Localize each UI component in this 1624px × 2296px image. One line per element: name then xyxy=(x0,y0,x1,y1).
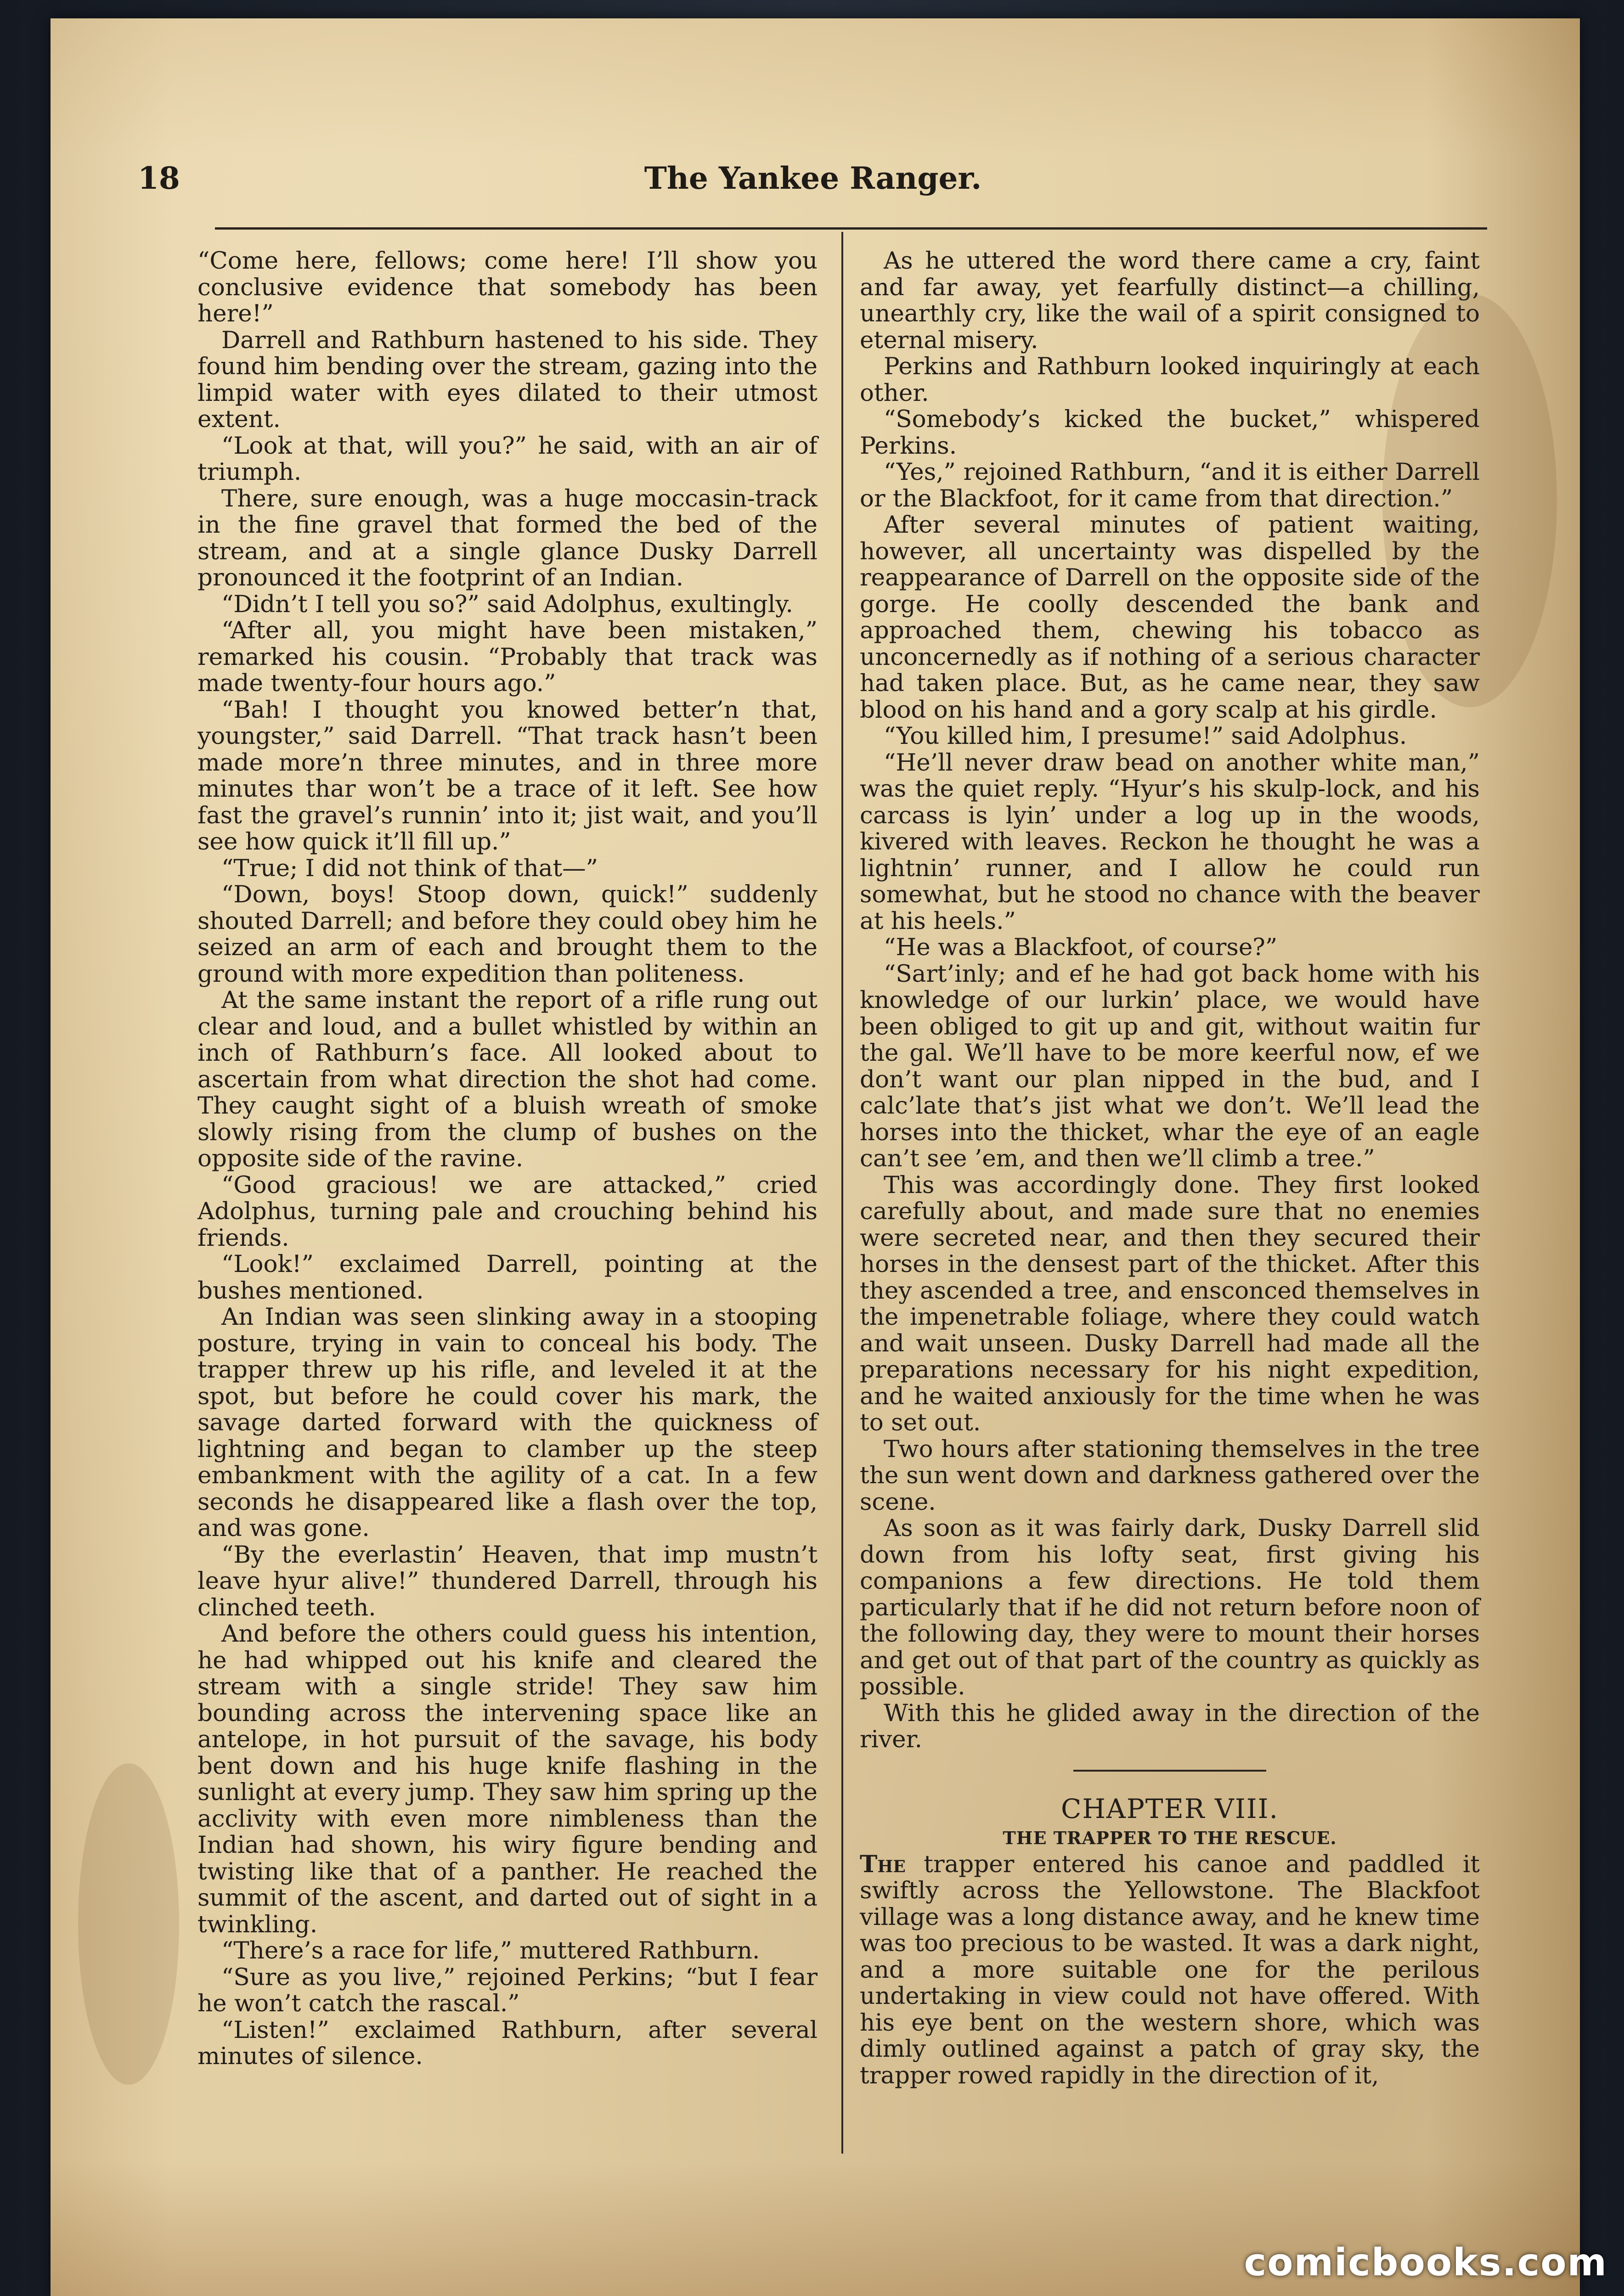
paragraph: “Didn’t I tell you so?” said Adolphus, exultingly. xyxy=(221,590,793,618)
paragraph: This was accordingly done. They first looked carefully about, and made sure that no enemies were secreted near, and then they secured their horses in the densest part of the thicket. After this they ascended a tree, and ensconced themselves in the impenetrable foliage, where they could watch and wait unseen. Dusky Darrell had made all the preparations necessary for his night expedition, and he waited anxiously for the time when he was to set out. xyxy=(860,1171,1480,1436)
column-divider xyxy=(841,232,843,2154)
chapter-opening-text: trapper entered his canoe and paddled it swiftly across the Yellowstone. The Blackfoot village was a long distance away, and he knew time was too precious to be wasted. It was a dark night, and a more suitable one for the perilous undertaking in view could not have offered. With his eye bent on the western shore, which was dimly outlined against a patch of gray sky, the trapper rowed rapidly in the direction of it, xyxy=(860,1850,1480,2089)
paragraph: “Sart’inly; and ef he had got back home with his knowledge of our lurkin’ place, we would have been obliged to git up and git, without waitin fur the gal. We’ll have to be more keerful now, ef we don’t want our plan nipped in the bud, and I calc’late that’s jist what we don’t. We’ll lead the horses into the thicket, whar the eye of an eagle can’t see ’em, and then we’ll climb a tree.” xyxy=(860,960,1480,1172)
right-column-paragraphs xyxy=(860,248,1480,1753)
paragraph: “There’s a race for life,” muttered Rathburn. xyxy=(221,1937,760,1964)
paragraph: “By the everlastin’ Heaven, that imp mustn’t leave hyur alive!” thundered Darrell, through his clinched teeth. xyxy=(197,1541,818,1621)
paragraph: As soon as it was fairly dark, Dusky Darrell slid down from his lofty seat, first giving his companions a few directions. He told them particularly that if he did not return before noon of the following day, they were to mount their horses and get out of that part of the country as quickly as possible. xyxy=(860,1514,1480,1700)
chapter-title: CHAPTER VIII. xyxy=(1060,1793,1279,1824)
running-head-title: The Yankee Ranger. xyxy=(644,160,982,196)
paragraph: And before the others could guess his intention, he had whipped out his knife and cleared the stream with a single stride! They saw him bounding across the intervening space like an antelope, in hot pursuit of the savage, his body bent down and his huge knife flashing in the sunlight at every jump. They saw him spring up the acclivity with even more nimbleness than the Indian had shown, his wiry figure bending and twisting like that of a panther. He reached the summit of the ascent, and darted out of sight in a twinkling. xyxy=(197,1620,818,1938)
paragraph: Two hours after stationing themselves in the tree the sun went down and darkness gathered over the scene. xyxy=(860,1435,1480,1516)
paragraph: “Look!” exclaimed Darrell, pointing at the bushes mentioned. xyxy=(197,1250,818,1305)
chapter-rule xyxy=(1073,1770,1266,1772)
header-rule xyxy=(215,227,1487,230)
paragraph: After several minutes of patient waiting, however, all uncertainty was dispelled by the reappearance of Darrell on the opposite side of the gorge. He coolly descended the bank and approached them, chewing his tobacco as unconcernedly as if nothing of a serious character had taken place. But, as he came near, they saw blood on his hand and a gory scalp at his girdle. xyxy=(860,511,1480,724)
paragraph: “Good gracious! we are attacked,” cried Adolphus, turning pale and crouching behind his friends. xyxy=(197,1171,818,1252)
left-column xyxy=(197,248,818,2070)
paragraph: There, sure enough, was a huge moccasin-track in the fine gravel that formed the bed of the stream, and at a single glance Dusky Darrell pronounced it the footprint of an Indian. xyxy=(197,484,818,591)
paragraph: “You killed him, I presume!” said Adolphus. xyxy=(884,722,1407,750)
age-stain xyxy=(78,1763,179,2085)
paragraph: “He was a Blackfoot, of course?” xyxy=(884,934,1278,961)
page-number: 18 xyxy=(138,160,180,196)
paragraph: “Down, boys! Stoop down, quick!” suddenly shouted Darrell; and before they could obey him he seized an arm of each and brought them to the ground with more expedition than politeness. xyxy=(197,881,818,988)
paragraph: “Somebody’s kicked the bucket,” whispered Perkins. xyxy=(860,405,1480,460)
chapter-subtitle: THE TRAPPER TO THE RESCUE. xyxy=(1003,1827,1337,1848)
watermark-text: comicbooks.com xyxy=(1244,2241,1607,2285)
paragraph: “Yes,” rejoined Rathburn, “and it is either Darrell or the Blackfoot, for it came from that direction.” xyxy=(860,458,1480,512)
paragraph: With this he glided away in the direction of the river. xyxy=(860,1699,1480,1753)
chapter-lead-word: The xyxy=(860,1850,906,1878)
paragraph: “After all, you might have been mistaken,” remarked his cousin. “Probably that track was made twenty-four hours ago.” xyxy=(197,617,818,697)
paragraph: “Listen!” exclaimed Rathburn, after several minutes of silence. xyxy=(197,2016,818,2070)
paragraph: As he uttered the word there came a cry, faint and far away, yet fearfully distinct—a chilling, unearthly cry, like the wail of a spirit consigned to eternal misery. xyxy=(860,247,1480,354)
paragraph: At the same instant the report of a rifle rung out clear and loud, and a bullet whistled by within an inch of Rathburn’s face. All looked about to ascertain from what direction the shot had come. They caught sight of a bluish wreath of smoke slowly rising from the clump of bushes on the opposite side of the ravine. xyxy=(197,986,818,1172)
paragraph: “True; I did not think of that—” xyxy=(221,854,598,882)
paragraph: “Look at that, will you?” he said, with an air of triumph. xyxy=(197,432,818,486)
right-column xyxy=(860,248,1480,2089)
paragraph: An Indian was seen slinking away in a stooping posture, trying in vain to conceal his body. The trapper threw up his rifle, and leveled it at the spot, but before he could cover his mark, the savage darted forward with the quickness of lightning and began to clamber up the steep embankment with the agility of a cat. In a few seconds he disappeared like a flash over the top, and was gone. xyxy=(197,1303,818,1542)
paragraph: “Bah! I thought you knowed better’n that, youngster,” said Darrell. “That track hasn’t been made more’n three minutes, and in three more minutes thar won’t be a trace of it left. See how fast the gravel’s runnin’ into it; jist wait, and you’ll see how quick it’ll fill up.” xyxy=(197,696,818,855)
paragraph: Perkins and Rathburn looked inquiringly at each other. xyxy=(860,353,1480,407)
chapter-opening-paragraph xyxy=(860,1851,1480,2089)
paragraph: “He’ll never draw bead on another white man,” was the quiet reply. “Hyur’s his skulp-lock, and his carcass is lyin’ under a log up in the woods, kivered with leaves. Reckon he thought he was a lightnin’ runner, and I allow he could run somewhat, but he stood no chance with the beaver at his heels.” xyxy=(860,748,1480,935)
paragraph: Darrell and Rathburn hastened to his side. They found him bending over the stream, gazing into the limpid water with eyes dilated to their utmost extent. xyxy=(197,326,818,433)
paragraph: “Come here, fellows; come here! I’ll show you conclusive evidence that somebody has been here!” xyxy=(197,247,818,327)
paragraph: “Sure as you live,” rejoined Perkins; “but I fear he won’t catch the rascal.” xyxy=(197,1963,818,2017)
